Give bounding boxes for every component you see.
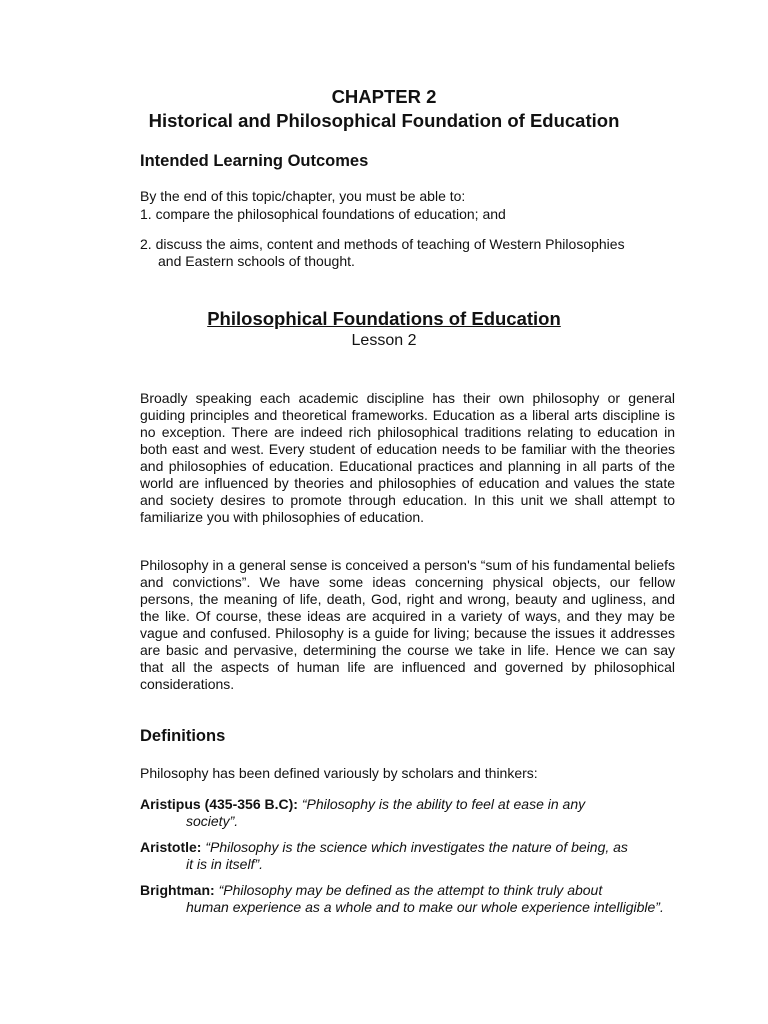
definition-quote: “Philosophy is the science which investigates the nature of being, as (205, 839, 628, 855)
outcomes-heading: Intended Learning Outcomes (140, 152, 369, 170)
definition-quote-cont: it is in itself”. (186, 856, 264, 872)
definition-author: Brightman: (140, 882, 215, 898)
definition-quote-cont: society”. (186, 813, 239, 829)
definition-quote: “Philosophy is the ability to feel at ease in any (301, 796, 586, 812)
outcome-item-2-line1: 2. discuss the aims, content and methods of teaching of Western Philosophies (140, 236, 625, 252)
lesson-label: Lesson 2 (351, 332, 417, 349)
paragraph-2: Philosophy in a general sense is conceived a person's “sum of his fundamental beliefs and convictions”. We have some ideas concerning physical objects, our fellow persons, the meaning of life, death, God, right and wrong, beauty and ugliness, and the like. Of course, these ideas are acquired in a variety of ways, and they may be vague and confused. Philosophy is a guide for living; because the issues it addresses are basic and pervasive, determining the course we take in life. Hence we can say that all the aspects of human life are influenced and governed by philosophical considerations. (140, 557, 675, 692)
definition-aristotle (140, 839, 675, 873)
definition-quote-cont: human experience as a whole and to make our whole experience intelligible”. (186, 899, 664, 915)
definitions-heading: Definitions (140, 727, 226, 745)
definition-aristipus (140, 796, 675, 830)
chapter-number: CHAPTER 2 (331, 86, 437, 107)
definitions-intro: Philosophy has been defined variously by scholars and thinkers: (140, 765, 538, 781)
chapter-title: Historical and Philosophical Foundation of Education (148, 110, 620, 131)
outcome-item-1: 1. compare the philosophical foundations of education; and (140, 206, 506, 222)
paragraph-1: Broadly speaking each academic discipline has their own philosophy or general guiding principles and theoretical frameworks. Education as a liberal arts discipline is no exception. There are indeed rich philosophical traditions relating to education in both east and west. Every student of education needs to be familiar with the theories and philosophies of education. Educational practices and planning in all parts of the world are influenced by theories and philosophies of education and values the state and society desires to promote through education. In this unit we shall attempt to familiarize you with philosophies of education. (140, 390, 675, 525)
outcomes-intro: By the end of this topic/chapter, you must be able to: (140, 188, 466, 204)
outcome-item-2-line2: and Eastern schools of thought. (158, 253, 355, 269)
section-title: Philosophical Foundations of Education (207, 308, 561, 329)
definition-brightman (140, 882, 675, 916)
definition-author: Aristotle: (140, 839, 202, 855)
outcome-item-2 (140, 236, 680, 270)
definition-quote: “Philosophy may be defined as the attempt to think truly about (218, 882, 603, 898)
definition-author: Aristipus (435-356 B.C): (140, 796, 298, 812)
